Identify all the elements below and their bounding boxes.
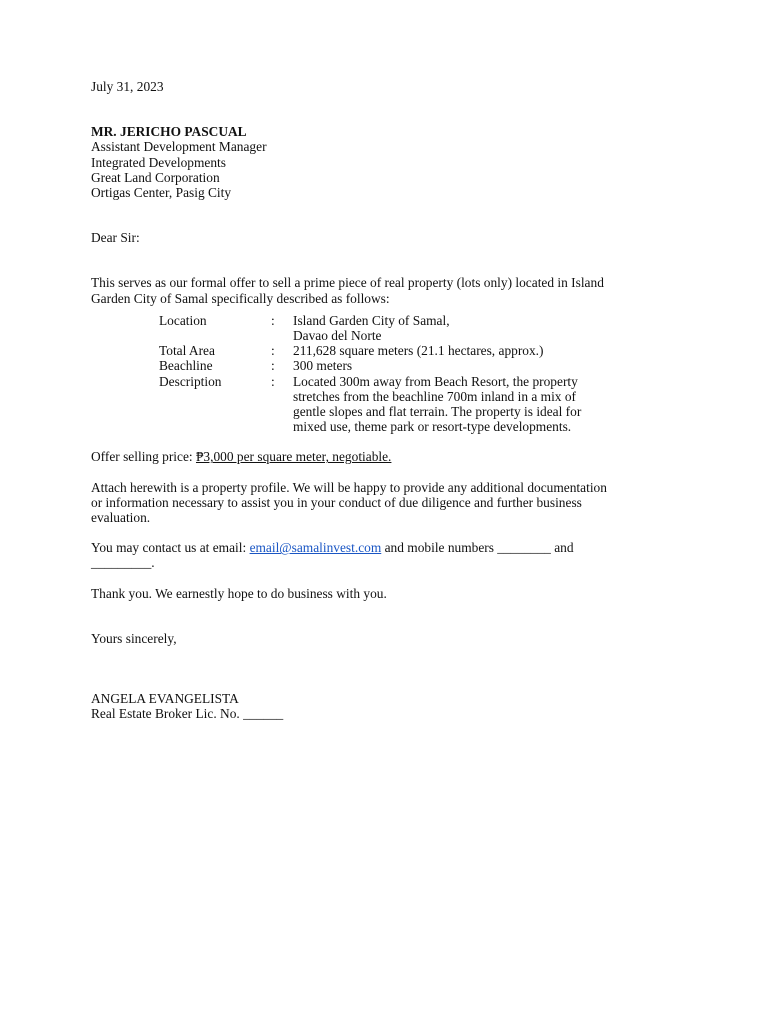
- detail-separator: :: [271, 343, 275, 359]
- signature-block: [91, 691, 691, 721]
- detail-label: Description: [159, 373, 222, 389]
- intro-line: This serves as our formal offer to sell a prime piece of real property (lots only) located in Island: [91, 275, 604, 291]
- detail-value: [293, 343, 623, 358]
- detail-value-line: stretches from the beachline 700m inland in a mix of: [293, 388, 576, 404]
- contact-paragraph: [91, 540, 691, 570]
- detail-separator: :: [271, 373, 275, 389]
- email-link[interactable]: email@samalinvest.com: [249, 540, 382, 556]
- recipient-company: Great Land Corporation: [91, 169, 220, 185]
- detail-value-line: Davao del Norte: [293, 328, 382, 344]
- attachment-line: evaluation.: [91, 510, 151, 526]
- attachment-line: Attach herewith is a property profile. We will be happy to provide any additional documentation: [91, 479, 607, 495]
- closing-line: Yours sincerely,: [91, 630, 177, 646]
- salutation: Dear Sir:: [91, 230, 140, 246]
- letter-page: [91, 79, 691, 721]
- detail-label: Total Area: [159, 343, 215, 359]
- detail-value-line: 300 meters: [293, 358, 353, 374]
- detail-value: [293, 374, 623, 435]
- detail-row-total-area: [159, 343, 623, 358]
- detail-value: [293, 313, 623, 343]
- contact-line-2: _________.: [91, 555, 155, 571]
- detail-value: [293, 358, 623, 373]
- intro-line: Garden City of Samal specifically described as follows:: [91, 290, 390, 306]
- price-label: Offer selling price:: [91, 449, 196, 465]
- detail-row-description: [159, 374, 623, 435]
- thanks-line: Thank you. We earnestly hope to do business with you.: [91, 585, 387, 601]
- detail-row-location: [159, 313, 623, 343]
- contact-line: [91, 540, 691, 555]
- detail-value-line: mixed use, theme park or resort-type developments.: [293, 419, 572, 435]
- detail-value-line: Island Garden City of Samal,: [293, 312, 450, 328]
- signer-name: ANGELA EVANGELISTA: [91, 691, 239, 707]
- property-details-table: [159, 313, 623, 435]
- recipient-department: Integrated Developments: [91, 154, 226, 170]
- detail-value-line: Located 300m away from Beach Resort, the property: [293, 373, 578, 389]
- contact-middle: and mobile numbers ________ and: [381, 540, 574, 556]
- recipient-address: Ortigas Center, Pasig City: [91, 185, 232, 201]
- signer-license: Real Estate Broker Lic. No. ______: [91, 706, 284, 722]
- price-value: ₱3,000 per square meter, negotiable.: [195, 449, 392, 465]
- attachment-paragraph: [91, 480, 691, 526]
- detail-row-beachline: [159, 358, 623, 373]
- detail-label: Beachline: [159, 358, 213, 374]
- contact-prefix: You may contact us at email:: [91, 540, 250, 556]
- detail-separator: :: [271, 358, 275, 374]
- intro-paragraph: [91, 275, 691, 305]
- detail-value-line: gentle slopes and flat terrain. The property is ideal for: [293, 404, 582, 420]
- detail-value-line: 211,628 square meters (21.1 hectares, approx.): [293, 343, 544, 359]
- detail-separator: :: [271, 312, 275, 328]
- recipient-block: [91, 124, 691, 200]
- letter-date: July 31, 2023: [91, 79, 164, 94]
- price-paragraph: [91, 449, 691, 464]
- attachment-line: or information necessary to assist you in your conduct of due diligence and further business: [91, 494, 582, 510]
- recipient-title: Assistant Development Manager: [91, 139, 267, 155]
- detail-label: Location: [159, 312, 207, 328]
- recipient-name: MR. JERICHO PASCUAL: [91, 124, 247, 140]
